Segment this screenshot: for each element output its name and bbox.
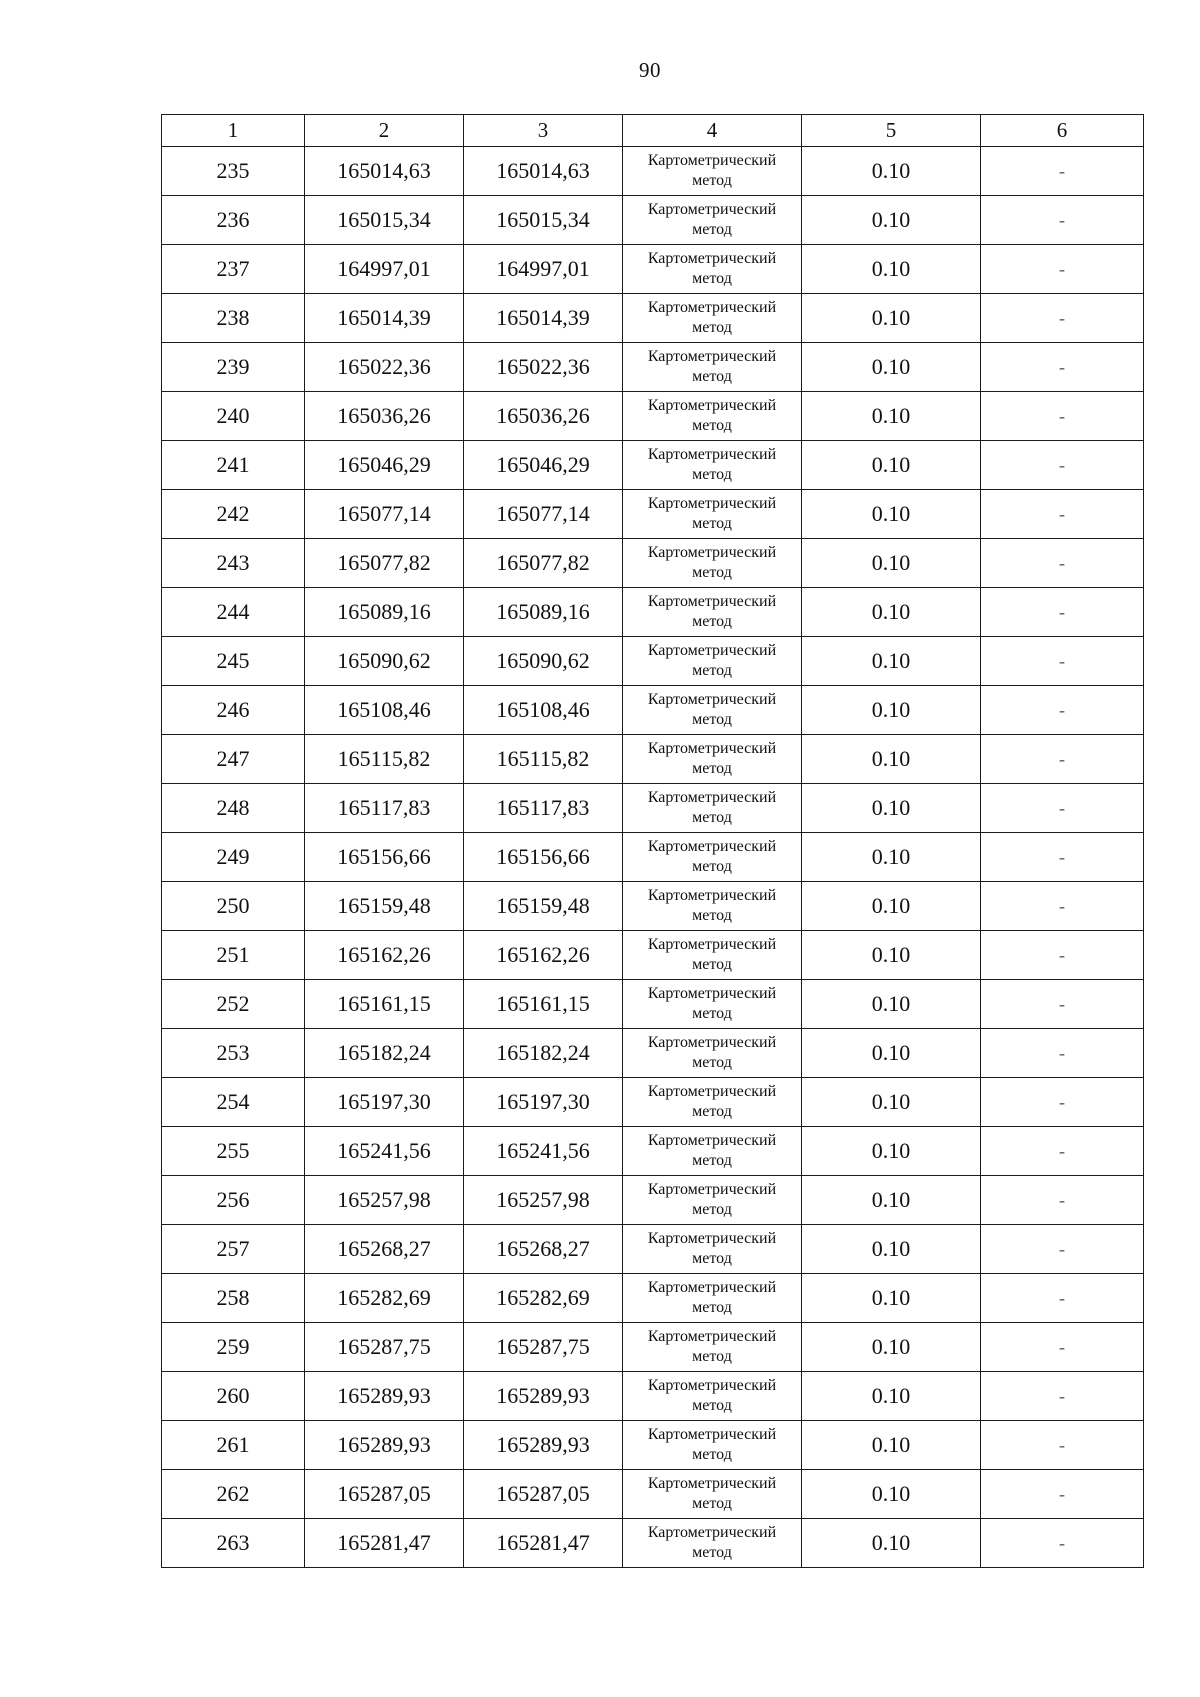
- method-line-2: метод: [692, 1495, 732, 1512]
- note-cell: -: [981, 1421, 1144, 1470]
- precision-cell: 0.10: [802, 196, 981, 245]
- method-line-2: метод: [692, 956, 732, 973]
- coordinate-x-cell: 165161,15: [305, 980, 464, 1029]
- point-number-cell: 248: [162, 784, 305, 833]
- table-body: [162, 147, 1144, 1568]
- point-number-cell: 256: [162, 1176, 305, 1225]
- coordinate-y-cell: 165014,39: [464, 294, 623, 343]
- precision-cell: 0.10: [802, 784, 981, 833]
- method-cell: [623, 392, 802, 441]
- coordinate-x-cell: 165115,82: [305, 735, 464, 784]
- note-cell: -: [981, 637, 1144, 686]
- table-row: [162, 833, 1144, 882]
- coordinate-x-cell: 165281,47: [305, 1519, 464, 1568]
- method-line-1: Картометрический: [647, 1279, 777, 1296]
- method-line-1: Картометрический: [647, 299, 777, 316]
- method-cell: [623, 882, 802, 931]
- method-cell: [623, 1323, 802, 1372]
- coordinates-table: [161, 114, 1144, 1568]
- point-number-cell: 241: [162, 441, 305, 490]
- coordinate-y-cell: 165289,93: [464, 1421, 623, 1470]
- coordinate-x-cell: 165022,36: [305, 343, 464, 392]
- method-line-1: Картометрический: [647, 495, 777, 512]
- method-line-2: метод: [692, 907, 732, 924]
- method-line-2: метод: [692, 515, 732, 532]
- point-number-cell: 259: [162, 1323, 305, 1372]
- method-cell: [623, 539, 802, 588]
- coordinate-y-cell: 165014,63: [464, 147, 623, 196]
- point-number-cell: 252: [162, 980, 305, 1029]
- coordinate-x-cell: 165014,39: [305, 294, 464, 343]
- method-cell: [623, 1274, 802, 1323]
- point-number-cell: 243: [162, 539, 305, 588]
- coordinate-y-cell: 165115,82: [464, 735, 623, 784]
- method-cell: [623, 490, 802, 539]
- coordinate-x-cell: 165282,69: [305, 1274, 464, 1323]
- method-line-1: Картометрический: [647, 936, 777, 953]
- point-number-cell: 237: [162, 245, 305, 294]
- method-cell: [623, 833, 802, 882]
- precision-cell: 0.10: [802, 1078, 981, 1127]
- coordinate-y-cell: 165015,34: [464, 196, 623, 245]
- method-line-1: Картометрический: [647, 397, 777, 414]
- method-line-2: метод: [692, 270, 732, 287]
- method-cell: [623, 1176, 802, 1225]
- note-cell: -: [981, 294, 1144, 343]
- table-row: [162, 392, 1144, 441]
- method-line-2: метод: [692, 1201, 732, 1218]
- method-cell: [623, 686, 802, 735]
- precision-cell: 0.10: [802, 1421, 981, 1470]
- point-number-cell: 236: [162, 196, 305, 245]
- precision-cell: 0.10: [802, 1470, 981, 1519]
- coordinate-x-cell: 165117,83: [305, 784, 464, 833]
- method-cell: [623, 1078, 802, 1127]
- note-cell: -: [981, 931, 1144, 980]
- precision-cell: 0.10: [802, 882, 981, 931]
- coordinate-y-cell: 165182,24: [464, 1029, 623, 1078]
- method-cell: [623, 147, 802, 196]
- table-row: [162, 1127, 1144, 1176]
- precision-cell: 0.10: [802, 392, 981, 441]
- column-header-4: 4: [623, 115, 802, 147]
- point-number-cell: 245: [162, 637, 305, 686]
- note-cell: -: [981, 245, 1144, 294]
- method-line-1: Картометрический: [647, 642, 777, 659]
- note-cell: -: [981, 1127, 1144, 1176]
- precision-cell: 0.10: [802, 833, 981, 882]
- coordinate-y-cell: 165161,15: [464, 980, 623, 1029]
- method-line-1: Картометрический: [647, 201, 777, 218]
- coordinate-x-cell: 165077,14: [305, 490, 464, 539]
- precision-cell: 0.10: [802, 588, 981, 637]
- table-row: [162, 294, 1144, 343]
- coordinate-x-cell: 165089,16: [305, 588, 464, 637]
- table-row: [162, 1029, 1144, 1078]
- column-header-6: 6: [981, 115, 1144, 147]
- precision-cell: 0.10: [802, 1225, 981, 1274]
- coordinate-x-cell: 164997,01: [305, 245, 464, 294]
- table-row: [162, 1421, 1144, 1470]
- note-cell: -: [981, 1029, 1144, 1078]
- coordinate-y-cell: 165287,05: [464, 1470, 623, 1519]
- note-cell: -: [981, 980, 1144, 1029]
- table-row: [162, 245, 1144, 294]
- point-number-cell: 238: [162, 294, 305, 343]
- table-row: [162, 539, 1144, 588]
- method-line-2: метод: [692, 1054, 732, 1071]
- table-row: [162, 882, 1144, 931]
- note-cell: -: [981, 539, 1144, 588]
- method-cell: [623, 294, 802, 343]
- table-row: [162, 637, 1144, 686]
- method-line-1: Картометрический: [647, 789, 777, 806]
- method-line-2: метод: [692, 1446, 732, 1463]
- precision-cell: 0.10: [802, 735, 981, 784]
- coordinate-y-cell: 165282,69: [464, 1274, 623, 1323]
- point-number-cell: 247: [162, 735, 305, 784]
- table-row: [162, 1225, 1144, 1274]
- method-line-1: Картометрический: [647, 348, 777, 365]
- method-line-1: Картометрический: [647, 1377, 777, 1394]
- precision-cell: 0.10: [802, 1372, 981, 1421]
- coordinate-x-cell: 165077,82: [305, 539, 464, 588]
- point-number-cell: 258: [162, 1274, 305, 1323]
- method-cell: [623, 784, 802, 833]
- coordinate-x-cell: 165257,98: [305, 1176, 464, 1225]
- point-number-cell: 239: [162, 343, 305, 392]
- table-row: [162, 588, 1144, 637]
- note-cell: -: [981, 833, 1144, 882]
- precision-cell: 0.10: [802, 1127, 981, 1176]
- coordinate-y-cell: 165268,27: [464, 1225, 623, 1274]
- method-line-1: Картометрический: [647, 544, 777, 561]
- point-number-cell: 262: [162, 1470, 305, 1519]
- note-cell: -: [981, 1323, 1144, 1372]
- coordinate-y-cell: 165077,14: [464, 490, 623, 539]
- table-header: [162, 115, 1144, 147]
- coordinate-y-cell: 165022,36: [464, 343, 623, 392]
- precision-cell: 0.10: [802, 1323, 981, 1372]
- method-line-2: метод: [692, 564, 732, 581]
- method-line-1: Картометрический: [647, 985, 777, 1002]
- coordinate-y-cell: 165241,56: [464, 1127, 623, 1176]
- note-cell: -: [981, 1176, 1144, 1225]
- precision-cell: 0.10: [802, 1519, 981, 1568]
- point-number-cell: 250: [162, 882, 305, 931]
- method-line-2: метод: [692, 613, 732, 630]
- coordinate-x-cell: 165289,93: [305, 1421, 464, 1470]
- coordinate-x-cell: 165268,27: [305, 1225, 464, 1274]
- precision-cell: 0.10: [802, 686, 981, 735]
- precision-cell: 0.10: [802, 1029, 981, 1078]
- coordinate-y-cell: 165197,30: [464, 1078, 623, 1127]
- point-number-cell: 254: [162, 1078, 305, 1127]
- note-cell: -: [981, 686, 1144, 735]
- point-number-cell: 263: [162, 1519, 305, 1568]
- method-line-1: Картометрический: [647, 1328, 777, 1345]
- table-row: [162, 490, 1144, 539]
- precision-cell: 0.10: [802, 1176, 981, 1225]
- note-cell: -: [981, 343, 1144, 392]
- method-cell: [623, 735, 802, 784]
- coordinate-y-cell: 165156,66: [464, 833, 623, 882]
- coordinate-y-cell: 165046,29: [464, 441, 623, 490]
- coordinate-x-cell: 165090,62: [305, 637, 464, 686]
- column-header-1: 1: [162, 115, 305, 147]
- point-number-cell: 257: [162, 1225, 305, 1274]
- method-cell: [623, 1519, 802, 1568]
- table-row: [162, 735, 1144, 784]
- method-line-1: Картометрический: [647, 1083, 777, 1100]
- method-line-2: метод: [692, 172, 732, 189]
- note-cell: -: [981, 147, 1144, 196]
- point-number-cell: 242: [162, 490, 305, 539]
- table-row: [162, 1372, 1144, 1421]
- method-line-1: Картометрический: [647, 1426, 777, 1443]
- method-line-2: метод: [692, 221, 732, 238]
- table-row: [162, 931, 1144, 980]
- method-cell: [623, 196, 802, 245]
- coordinate-x-cell: 165036,26: [305, 392, 464, 441]
- point-number-cell: 261: [162, 1421, 305, 1470]
- method-line-2: метод: [692, 1544, 732, 1561]
- table-row: [162, 1176, 1144, 1225]
- note-cell: -: [981, 490, 1144, 539]
- method-line-1: Картометрический: [647, 838, 777, 855]
- precision-cell: 0.10: [802, 343, 981, 392]
- precision-cell: 0.10: [802, 980, 981, 1029]
- method-line-1: Картометрический: [647, 740, 777, 757]
- method-line-2: метод: [692, 368, 732, 385]
- method-line-2: метод: [692, 1299, 732, 1316]
- coordinate-y-cell: 165090,62: [464, 637, 623, 686]
- method-line-2: метод: [692, 1250, 732, 1267]
- method-cell: [623, 245, 802, 294]
- note-cell: -: [981, 441, 1144, 490]
- method-cell: [623, 1470, 802, 1519]
- method-cell: [623, 1372, 802, 1421]
- table-row: [162, 980, 1144, 1029]
- method-line-1: Картометрический: [647, 1181, 777, 1198]
- point-number-cell: 244: [162, 588, 305, 637]
- coordinate-y-cell: 164997,01: [464, 245, 623, 294]
- note-cell: -: [981, 1225, 1144, 1274]
- method-cell: [623, 588, 802, 637]
- precision-cell: 0.10: [802, 539, 981, 588]
- table-row: [162, 784, 1144, 833]
- precision-cell: 0.10: [802, 245, 981, 294]
- coordinate-x-cell: 165108,46: [305, 686, 464, 735]
- table-row: [162, 1274, 1144, 1323]
- coordinate-x-cell: 165162,26: [305, 931, 464, 980]
- method-line-1: Картометрический: [647, 1230, 777, 1247]
- method-line-1: Картометрический: [647, 446, 777, 463]
- method-line-1: Картометрический: [647, 593, 777, 610]
- point-number-cell: 253: [162, 1029, 305, 1078]
- coordinate-x-cell: 165156,66: [305, 833, 464, 882]
- coordinate-x-cell: 165289,93: [305, 1372, 464, 1421]
- method-line-2: метод: [692, 760, 732, 777]
- point-number-cell: 255: [162, 1127, 305, 1176]
- note-cell: -: [981, 784, 1144, 833]
- point-number-cell: 251: [162, 931, 305, 980]
- method-line-1: Картометрический: [647, 1475, 777, 1492]
- method-line-2: метод: [692, 1103, 732, 1120]
- method-cell: [623, 1127, 802, 1176]
- method-line-1: Картометрический: [647, 691, 777, 708]
- precision-cell: 0.10: [802, 931, 981, 980]
- method-line-1: Картометрический: [647, 1524, 777, 1541]
- method-line-2: метод: [692, 858, 732, 875]
- note-cell: -: [981, 1470, 1144, 1519]
- method-cell: [623, 343, 802, 392]
- precision-cell: 0.10: [802, 294, 981, 343]
- coordinate-y-cell: 165077,82: [464, 539, 623, 588]
- point-number-cell: 249: [162, 833, 305, 882]
- method-cell: [623, 1225, 802, 1274]
- point-number-cell: 235: [162, 147, 305, 196]
- coordinate-y-cell: 165117,83: [464, 784, 623, 833]
- method-line-2: метод: [692, 319, 732, 336]
- method-line-2: метод: [692, 1152, 732, 1169]
- method-cell: [623, 441, 802, 490]
- table-row: [162, 441, 1144, 490]
- note-cell: -: [981, 882, 1144, 931]
- page-number: 90: [639, 58, 661, 82]
- method-line-2: метод: [692, 417, 732, 434]
- column-header-3: 3: [464, 115, 623, 147]
- coordinate-y-cell: 165162,26: [464, 931, 623, 980]
- precision-cell: 0.10: [802, 147, 981, 196]
- coordinate-x-cell: 165159,48: [305, 882, 464, 931]
- coordinate-y-cell: 165108,46: [464, 686, 623, 735]
- note-cell: -: [981, 1078, 1144, 1127]
- coordinate-x-cell: 165287,05: [305, 1470, 464, 1519]
- coordinate-x-cell: 165241,56: [305, 1127, 464, 1176]
- method-cell: [623, 931, 802, 980]
- coordinate-x-cell: 165015,34: [305, 196, 464, 245]
- note-cell: -: [981, 392, 1144, 441]
- table-row: [162, 1519, 1144, 1568]
- table-row: [162, 1078, 1144, 1127]
- table-row: [162, 686, 1144, 735]
- method-cell: [623, 637, 802, 686]
- coordinate-y-cell: 165257,98: [464, 1176, 623, 1225]
- header-row: [162, 115, 1144, 147]
- coordinate-x-cell: 165046,29: [305, 441, 464, 490]
- column-header-5: 5: [802, 115, 981, 147]
- method-line-2: метод: [692, 662, 732, 679]
- precision-cell: 0.10: [802, 441, 981, 490]
- coordinate-x-cell: 165287,75: [305, 1323, 464, 1372]
- note-cell: -: [981, 1274, 1144, 1323]
- method-line-1: Картометрический: [647, 250, 777, 267]
- precision-cell: 0.10: [802, 1274, 981, 1323]
- note-cell: -: [981, 1519, 1144, 1568]
- point-number-cell: 246: [162, 686, 305, 735]
- table-row: [162, 343, 1144, 392]
- method-line-1: Картометрический: [647, 1132, 777, 1149]
- coordinate-x-cell: 165197,30: [305, 1078, 464, 1127]
- method-line-2: метод: [692, 466, 732, 483]
- method-cell: [623, 1029, 802, 1078]
- coordinate-y-cell: 165281,47: [464, 1519, 623, 1568]
- coordinate-y-cell: 165159,48: [464, 882, 623, 931]
- coordinate-y-cell: 165287,75: [464, 1323, 623, 1372]
- table-row: [162, 1323, 1144, 1372]
- coordinate-x-cell: 165182,24: [305, 1029, 464, 1078]
- note-cell: -: [981, 735, 1144, 784]
- note-cell: -: [981, 1372, 1144, 1421]
- method-cell: [623, 980, 802, 1029]
- point-number-cell: 240: [162, 392, 305, 441]
- note-cell: -: [981, 588, 1144, 637]
- method-line-2: метод: [692, 809, 732, 826]
- precision-cell: 0.10: [802, 637, 981, 686]
- table-row: [162, 1470, 1144, 1519]
- method-line-1: Картометрический: [647, 887, 777, 904]
- note-cell: -: [981, 196, 1144, 245]
- coordinate-x-cell: 165014,63: [305, 147, 464, 196]
- method-line-2: метод: [692, 1397, 732, 1414]
- coordinate-y-cell: 165289,93: [464, 1372, 623, 1421]
- method-cell: [623, 1421, 802, 1470]
- precision-cell: 0.10: [802, 490, 981, 539]
- method-line-2: метод: [692, 711, 732, 728]
- point-number-cell: 260: [162, 1372, 305, 1421]
- table-row: [162, 147, 1144, 196]
- method-line-1: Картометрический: [647, 152, 777, 169]
- column-header-2: 2: [305, 115, 464, 147]
- method-line-1: Картометрический: [647, 1034, 777, 1051]
- coordinate-y-cell: 165089,16: [464, 588, 623, 637]
- coordinate-y-cell: 165036,26: [464, 392, 623, 441]
- table-row: [162, 196, 1144, 245]
- method-line-2: метод: [692, 1348, 732, 1365]
- method-line-2: метод: [692, 1005, 732, 1022]
